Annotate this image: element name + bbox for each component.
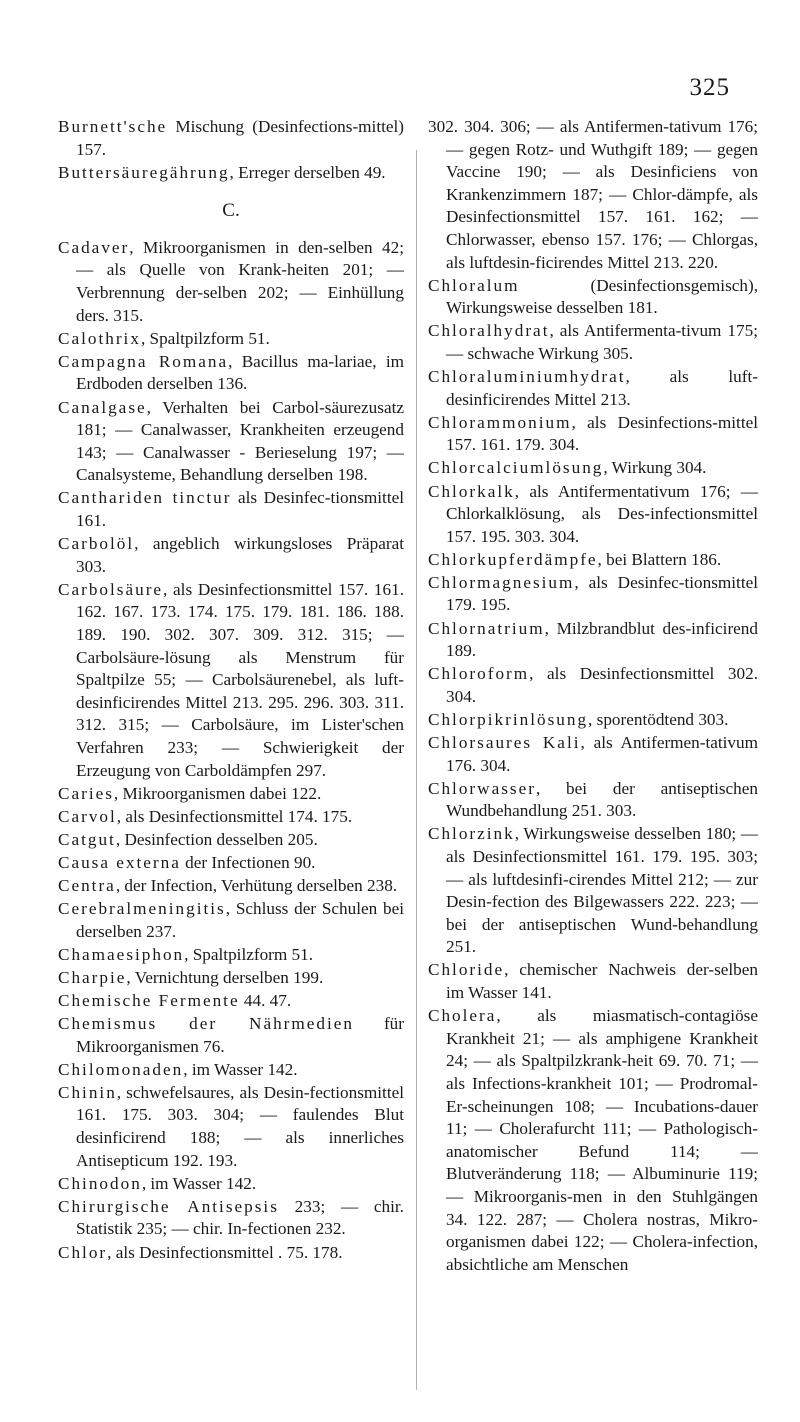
index-entry	[58, 1196, 404, 1241]
entry-text: , als miasmatisch-contagiöse Krankheit 21; — als amphigene Krankheit 24; — als Spaltpilzkrank-heit 69. 70. 71; — als Infections-krankheit 101; — Prodromal-Er-scheinungen 108; — Incubations-dauer 11; — Cholerafurcht 111; — Pathologisch-anatomischer Befund 114; — Blutveränderung 118; — Albuminurie 119; — Mikroorganis-men in den Stuhlgängen 34. 122. 287; — Cholera nostras, Mikro-organismen dabei 122; — Cholera-infection, absichtliche am Menschen	[446, 1006, 758, 1274]
entry-text: , der Infection, Verhütung derselben 238.	[115, 876, 398, 895]
index-column-left	[58, 116, 404, 1265]
entry-term: Chlormagnesium	[428, 572, 575, 592]
index-entry	[58, 162, 404, 185]
entry-term: Carbolöl	[58, 534, 135, 554]
index-entry	[428, 549, 758, 572]
entry-text: , als Desinfectionsmittel . 75. 178.	[107, 1242, 343, 1262]
entry-term: Calothrix	[58, 328, 141, 348]
entry-term: Chemische Fermente	[58, 990, 240, 1010]
entry-term: Buttersäuregährung	[58, 162, 230, 182]
entry-term: Chirurgische Antisepsis	[58, 1196, 279, 1216]
entry-term: Cerebralmeningitis	[58, 899, 226, 919]
entry-term: Carbolsäure	[58, 579, 164, 599]
entry-term: Chinodon	[58, 1173, 142, 1193]
index-entry	[58, 116, 404, 161]
entry-term: Chlorwasser	[428, 778, 536, 798]
index-entry	[428, 412, 758, 457]
index-entry	[58, 1013, 404, 1058]
entry-text: , Bacillus ma-lariae, im Erdboden derselben 136.	[76, 351, 405, 394]
entry-term: Cadaver	[58, 237, 130, 257]
entry-term: Chilomonaden	[58, 1059, 184, 1079]
entry-text: , Vernichtung derselben 199.	[126, 967, 324, 987]
entry-text: , als luft-desinficirendes Mittel 213.	[446, 367, 758, 409]
entry-text: 233; — chir. Statistik 235; — chir. In-fectionen 232.	[76, 1196, 404, 1239]
index-entry	[428, 320, 758, 365]
entry-term: Chlorkupferdämpfe	[428, 549, 598, 569]
index-entry	[428, 366, 758, 411]
entry-term: Carvol	[58, 806, 117, 826]
entry-term: Chloralum	[428, 275, 520, 295]
index-entry	[58, 487, 404, 532]
entry-term: Chlorzink	[428, 824, 515, 844]
entry-text: , Spaltpilzform 51.	[140, 328, 270, 348]
index-entry	[58, 579, 404, 782]
entry-text: , als Desinfec-tionsmittel 179. 195.	[446, 572, 758, 615]
entry-text: , Desinfection desselben 205.	[115, 829, 318, 849]
index-entry	[58, 351, 404, 396]
index-entry	[58, 237, 404, 327]
entry-text: , angeblich wirkungsloses Präparat 303.	[76, 534, 404, 576]
entry-term: Chlorpikrinlösung	[428, 709, 589, 729]
entry-term: Chloralhydrat	[428, 321, 550, 341]
entry-term: Charpie	[58, 967, 127, 987]
entries-right	[428, 116, 758, 1276]
entry-term: Cholera	[428, 1006, 497, 1026]
entry-term: Chloroform	[428, 664, 530, 684]
entry-term: Canalgase	[58, 397, 147, 417]
index-column-right	[428, 116, 758, 1277]
index-entry	[428, 618, 758, 663]
entry-text: , Milzbrandblut des-inficirend 189.	[446, 618, 758, 661]
index-entry	[58, 967, 404, 990]
entry-text: , als Antifermenta-tivum 175; — schwache Wirkung 305.	[446, 321, 758, 363]
index-entry	[428, 1005, 758, 1276]
entry-text: , als Desinfections-mittel 157. 161. 179. 304.	[446, 412, 758, 455]
entry-text: , Wirkungsweise desselben 180; — als Desinfectionsmittel 161. 179. 195. 303; — als luftdesinfi-cirendes Mittel 212; — zur Desin-fection des Bilgewassers 222. 223; — bei der antiseptischen Wund-behandlung 251.	[446, 824, 758, 957]
entry-term: Canthariden tinctur	[58, 488, 232, 508]
index-entry	[58, 328, 404, 351]
entry-text: , Schluss der Schulen bei derselben 237.	[76, 899, 404, 941]
entry-text: für Mikroorganismen 76.	[76, 1014, 404, 1056]
entry-term: Catgut	[58, 829, 116, 849]
index-entry	[58, 1059, 404, 1082]
index-entry	[58, 806, 404, 829]
entry-text: , schwefelsaures, als Desin-fectionsmittel 161. 175. 303. 304; — faulendes Blut desinficirend 188; — als innerliches Antisepticum 192. 193.	[76, 1082, 404, 1170]
index-entry	[428, 481, 758, 549]
entry-text: , im Wasser 142.	[141, 1173, 257, 1193]
entry-text: , Wirkung 304.	[603, 458, 707, 478]
entry-text: (Desinfectionsgemisch), Wirkungsweise desselben 181.	[446, 275, 758, 318]
entry-term: Chlorsaures Kali	[428, 733, 581, 753]
index-entry	[58, 944, 404, 967]
entry-term: Chemismus der Nährmedien	[58, 1014, 354, 1034]
section-letter: C.	[222, 200, 240, 222]
entry-term: Chloride	[428, 960, 505, 980]
entry-text: 302. 304. 306; — als Antifermen-tativum 176; — gegen Rotz- und Wuthgift 189; — gegen Vaccine 190; — als Desinficiens von Krankenzimmern 187; — Chlor-dämpfe, als Desinfectionsmittel 157. 161. 162; — Chlorwasser, ebenso 157. 176; — Chlorgas, als luftdesin-ficirendes Mittel 213. 220.	[428, 117, 758, 272]
index-entry	[428, 732, 758, 777]
entry-text: , als Desinfectionsmittel 174. 175.	[116, 806, 353, 826]
entry-term: Chlornatrium	[428, 618, 545, 638]
index-entry	[428, 709, 758, 732]
entry-text: der Infectionen 90.	[180, 852, 316, 872]
entry-term: Causa externa	[58, 852, 181, 872]
entry-text: , als Antifermen-tativum 176. 304.	[446, 733, 758, 775]
index-entry	[428, 572, 758, 617]
entry-text: als Desinfec-tionsmittel 161.	[76, 488, 404, 530]
entry-text: , bei Blattern 186.	[597, 549, 722, 569]
entry-term: Burnett'sche	[58, 117, 168, 136]
index-entry	[58, 533, 404, 578]
entry-term: Chloraluminiumhydrat	[428, 367, 626, 387]
entry-term: Campagna Romana	[58, 351, 229, 371]
entries-before-section	[58, 116, 404, 184]
entry-text: , Mikroorganismen dabei 122.	[113, 783, 322, 803]
entries-section-c	[58, 237, 404, 1264]
entry-text: , als Desinfectionsmittel 157. 161. 162. 167. 173. 174. 175. 179. 181. 186. 188. 189. 190. 302. 307. 309. 312. 315; — Carbolsäure-lösung als Menstrum für Spaltpilze 55; — Carbolsäurenebel, als luft-desinficirendes Mittel 213. 295. 296. 303. 311. 312. 315; — Carbolsäure, im Lister'schen Verfahren 233; — Schwierigkeit der Erzeugung von Carboldämpfen 297.	[76, 579, 404, 780]
entry-text: , bei der antiseptischen Wundbehandlung 251. 303.	[446, 778, 758, 821]
entry-text: , als Desinfectionsmittel 302. 304.	[446, 664, 758, 706]
entry-text: , chemischer Nachweis der-selben im Wasser 141.	[446, 960, 758, 1003]
entry-text: , Mikroorganismen in den-selben 42; — als Quelle von Krank-heiten 201; — Verbrennung der-selben 202; — Einhüllung ders. 315.	[76, 237, 404, 325]
entry-term: Chlorammonium	[428, 412, 572, 432]
index-entry	[58, 1242, 404, 1265]
index-entry	[58, 397, 404, 487]
index-entry	[428, 457, 758, 480]
entry-term: Chlorcalciumlösung	[428, 458, 604, 478]
index-entry	[428, 823, 758, 959]
entry-term: Caries	[58, 783, 114, 803]
page-number: 325	[689, 74, 730, 101]
index-entry	[58, 852, 404, 875]
entry-term: Chlorkalk	[428, 481, 515, 501]
index-entry	[428, 116, 758, 274]
entry-term: Centra	[58, 876, 116, 895]
entry-term: Chlor	[58, 1242, 108, 1262]
entry-term: Chamaesiphon	[58, 944, 185, 964]
entry-text: 44. 47.	[239, 990, 292, 1010]
entry-text: , Spaltpilzform 51.	[184, 944, 314, 964]
index-entry	[58, 783, 404, 806]
index-entry	[428, 275, 758, 320]
entry-text: , als Antifermentativum 176; — Chlorkalklösung, als Des-infectionsmittel 157. 195. 303. 304.	[446, 481, 758, 546]
entry-text: , Erreger derselben 49.	[229, 162, 386, 182]
index-entry	[58, 829, 404, 852]
index-entry	[428, 663, 758, 708]
index-entry	[58, 875, 404, 898]
index-entry	[58, 1173, 404, 1196]
index-entry	[58, 990, 404, 1013]
index-entry	[58, 898, 404, 943]
index-entry	[58, 1082, 404, 1172]
entry-text: , im Wasser 142.	[183, 1059, 298, 1079]
entry-term: Chinin	[58, 1082, 117, 1102]
entry-text: , sporentödtend 303.	[588, 709, 729, 729]
index-entry	[428, 778, 758, 823]
entry-text: , Verhalten bei Carbol-säurezusatz 181; — Canalwasser, Krankheiten erzeugend 143; — Canalwasser - Berieselung 197; — Canalsysteme, Behandlung derselben 198.	[76, 397, 404, 485]
entry-text: Mischung (Desinfections-mittel) 157.	[76, 117, 404, 159]
index-entry	[428, 959, 758, 1004]
column-divider	[416, 150, 417, 1390]
